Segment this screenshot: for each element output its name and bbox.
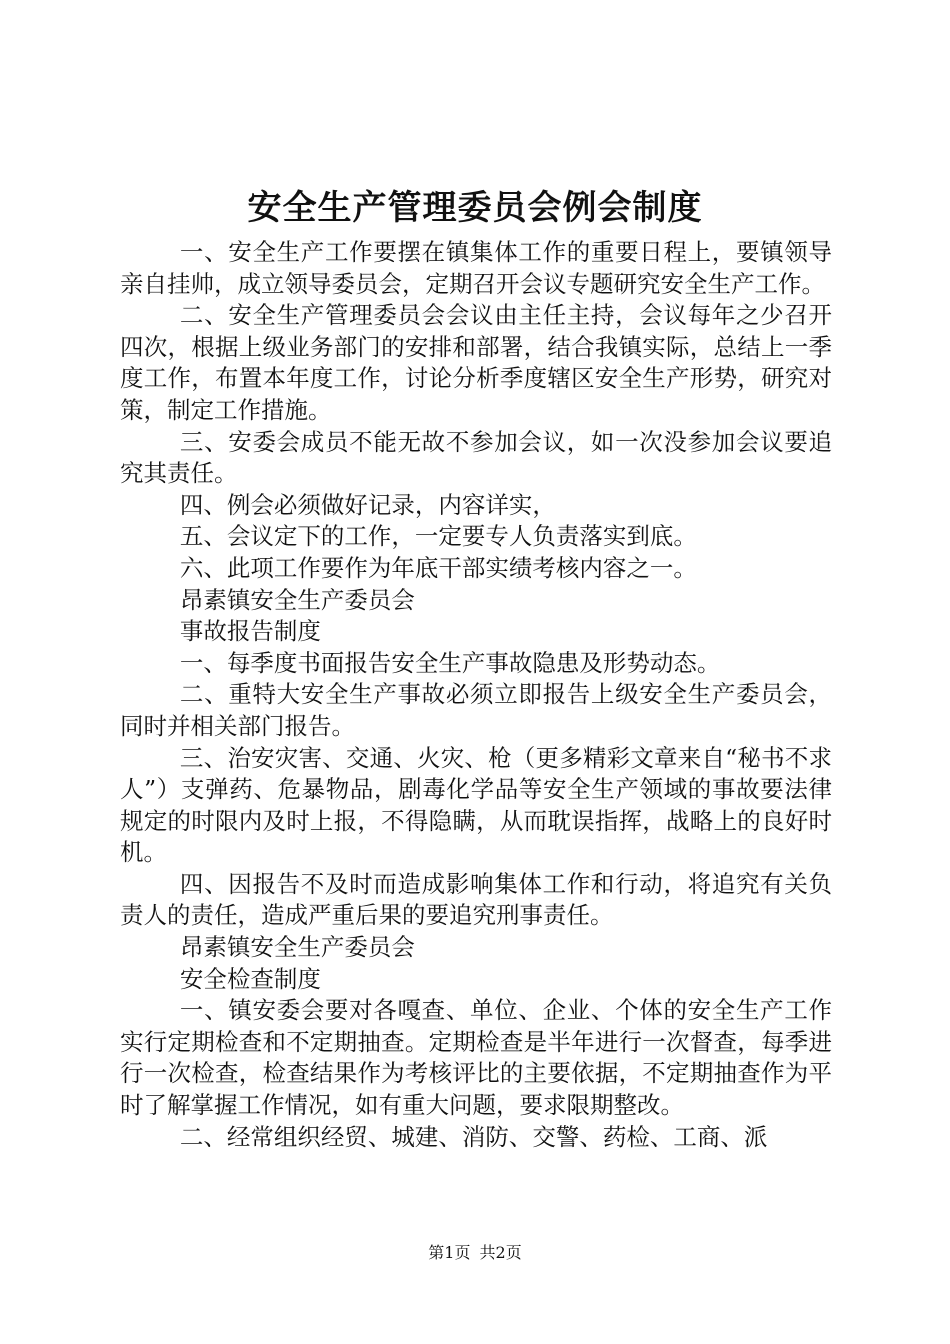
page-footer	[0, 1242, 950, 1264]
paragraph: 二、安全生产管理委员会会议由主任主持，会议每年之少召开四次，根据上级业务部门的安排和部署，结合我镇实际，总结上一季度工作，布置本年度工作，讨论分析季度辖区安全生产形势，研究对策，制定工作措施。	[120, 301, 832, 424]
paragraph: 六、此项工作要作为年底干部实绩考核内容之一。	[179, 553, 697, 582]
paragraph: 一、镇安委会要对各嘎查、单位、企业、个体的安全生产工作实行定期检查和不定期抽查。定期检查是半年进行一次督查，每季进行一次检查，检查结果作为考核评比的主要依据，不定期抽查作为平时了解掌握工作情况，如有重大问题，要求限期整改。	[120, 996, 832, 1120]
paragraph: 三、治安灾害、交通、火灾、枪（更多精彩文章来自“秘书不求人”）支弹药、危暴物品，剧毒化学品等安全生产领域的事故要法律规定的时限内及时上报，不得隐瞒，从而耽误指挥，战略上的良好时机。	[120, 743, 832, 867]
paragraph: 一、安全生产工作要摆在镇集体工作的重要日程上，要镇领导亲自挂帅，成立领导委员会，定期召开会议专题研究安全生产工作。	[120, 238, 832, 298]
document-body	[120, 237, 832, 1153]
signature-line: 昂素镇安全生产委员会	[179, 585, 415, 614]
paragraph: 二、重特大安全生产事故必须立即报告上级安全生产委员会，同时并相关部门报告。	[120, 680, 832, 740]
paragraph: 四、例会必须做好记录，内容详实，	[179, 490, 556, 519]
paragraph: 四、因报告不及时而造成影响集体工作和行动，将追究有关负责人的责任，造成严重后果的要追究刑事责任。	[120, 869, 832, 930]
paragraph: 五、会议定下的工作，一定要专人负责落实到底。	[179, 522, 697, 551]
document-title: 安全生产管理委员会例会制度	[247, 188, 703, 228]
paragraph: 二、经常组织经贸、城建、消防、交警、药检、工商、派	[179, 1122, 768, 1151]
section-heading: 安全检查制度	[179, 964, 321, 993]
paragraph: 三、安委会成员不能无故不参加会议，如一次没参加会议要追究其责任。	[120, 427, 832, 488]
paragraph: 一、每季度书面报告安全生产事故隐患及形势动态。	[179, 648, 721, 677]
page-total: 共2页	[479, 1243, 522, 1262]
section-heading: 事故报告制度	[179, 617, 321, 646]
signature-line: 昂素镇安全生产委员会	[179, 933, 415, 962]
page-number: 第1页	[428, 1243, 471, 1262]
